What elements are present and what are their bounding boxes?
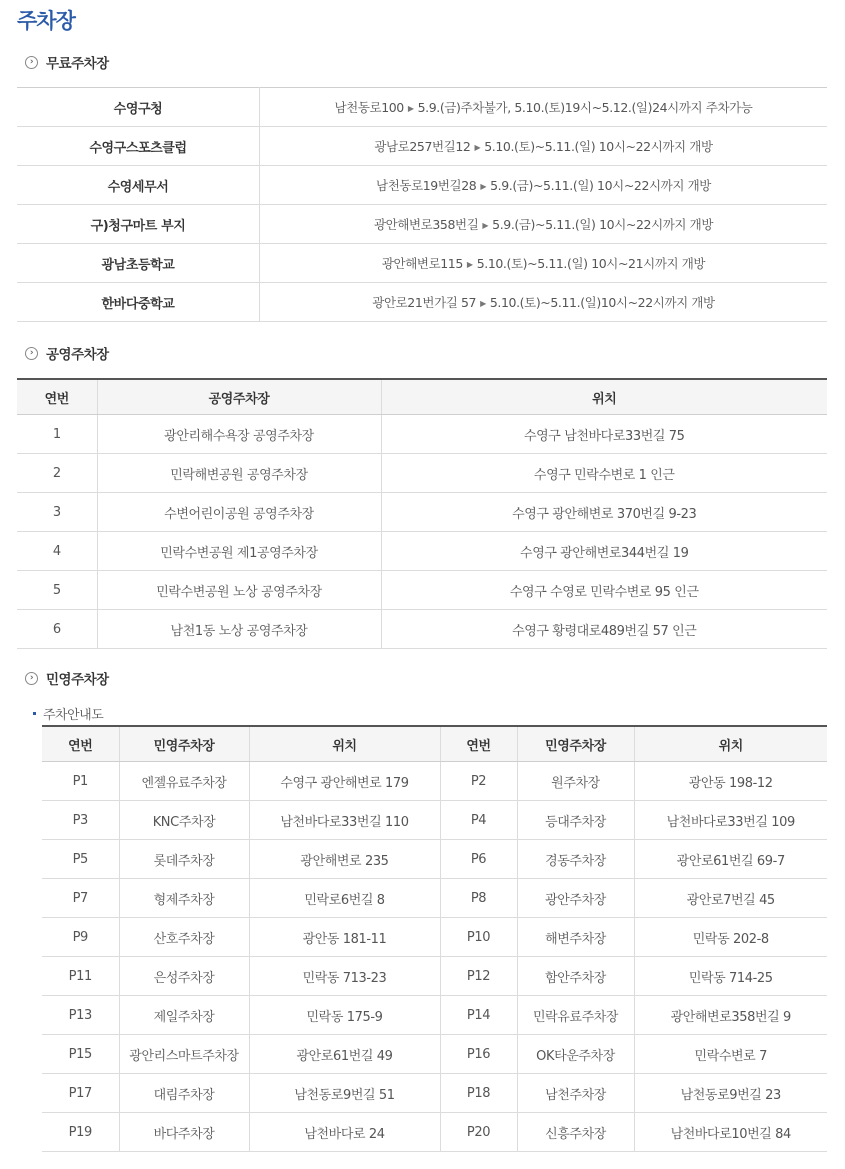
lot-description [260, 88, 828, 127]
lot-name: 민락수변공원 제1공영주차장 [97, 532, 381, 571]
row-number: 4 [17, 532, 97, 571]
lot-name: 광안주차장 [517, 879, 634, 918]
lot-name: 등대주차장 [517, 801, 634, 840]
lot-name: 엔젤유료주차장 [119, 762, 249, 801]
lot-period: 5.10.(토)~5.11.(일) 10시~21시까지 개방 [476, 256, 706, 271]
section-title: 민영주차장 [46, 672, 109, 688]
lot-location: 남천바다로10번길 84 [634, 1113, 827, 1152]
column-header: 연번 [42, 726, 119, 762]
column-header: 민영주차장 [119, 726, 249, 762]
bullet-icon [33, 712, 36, 715]
lot-name: 수변어린이공원 공영주차장 [97, 493, 381, 532]
lot-name: 제일주차장 [119, 996, 249, 1035]
lot-location: 수영구 광안해변로 179 [249, 762, 440, 801]
table-row [17, 454, 827, 493]
lot-code: P5 [42, 840, 119, 879]
section-heading-private [25, 668, 109, 688]
lot-code: P13 [42, 996, 119, 1035]
lot-description [260, 283, 828, 322]
lot-period: 5.10.(토)~5.11.(일)10시~22시까지 개방 [489, 295, 715, 310]
column-header: 공영주차장 [97, 379, 381, 415]
lot-period: 5.9.(금)주차불가, 5.10.(토)19시~5.12.(일)24시까지 주차가능 [417, 100, 753, 115]
table-row [17, 610, 827, 649]
row-number: 5 [17, 571, 97, 610]
public-parking-table [17, 378, 827, 649]
lot-address: 광안해변로115 [381, 256, 463, 271]
lot-name: 민락해변공원 공영주차장 [97, 454, 381, 493]
lot-name: 광남초등학교 [17, 244, 260, 283]
table-row [42, 1113, 827, 1152]
page-title: 주차장 [17, 9, 75, 33]
section-title: 무료주차장 [46, 56, 109, 72]
lot-location: 광안동 181-11 [249, 918, 440, 957]
triangle-right-icon: ▶ [407, 104, 414, 113]
lot-name: 원주차장 [517, 762, 634, 801]
lot-address: 광남로257번길12 [374, 139, 471, 154]
lot-location: 민락동 713-23 [249, 957, 440, 996]
lot-location: 남천바다로33번길 110 [249, 801, 440, 840]
table-row [17, 127, 827, 166]
table-row [17, 283, 827, 322]
lot-location: 수영구 광안해변로 370번길 9-23 [381, 493, 827, 532]
table-row [42, 1035, 827, 1074]
lot-code: P3 [42, 801, 119, 840]
lot-code: P10 [440, 918, 517, 957]
lot-location: 광안동 198-12 [634, 762, 827, 801]
lot-code: P11 [42, 957, 119, 996]
table-row [17, 532, 827, 571]
section-title: 공영주차장 [46, 347, 109, 363]
row-number: 1 [17, 415, 97, 454]
lot-location: 광안해변로 235 [249, 840, 440, 879]
lot-code: P4 [440, 801, 517, 840]
table-row [17, 205, 827, 244]
lot-address: 광안로21번가길 57 [372, 295, 477, 310]
lot-description [260, 205, 828, 244]
lot-location: 광안로61번길 69-7 [634, 840, 827, 879]
lot-location: 광안로61번길 49 [249, 1035, 440, 1074]
section-heading-public [25, 343, 109, 363]
lot-name: 수영구청 [17, 88, 260, 127]
lot-name: 함안주차장 [517, 957, 634, 996]
lot-name: 광안리해수욕장 공영주차장 [97, 415, 381, 454]
chevron-right-icon: › [25, 672, 38, 685]
lot-code: P17 [42, 1074, 119, 1113]
chevron-right-icon: › [25, 56, 38, 69]
lot-name: 남천1동 노상 공영주차장 [97, 610, 381, 649]
lot-name: KNC주차장 [119, 801, 249, 840]
free-parking-table [17, 87, 827, 322]
column-header: 연번 [440, 726, 517, 762]
row-number: 2 [17, 454, 97, 493]
lot-code: P14 [440, 996, 517, 1035]
lot-location: 민락동 202-8 [634, 918, 827, 957]
lot-code: P15 [42, 1035, 119, 1074]
lot-name: 남천주차장 [517, 1074, 634, 1113]
table-row [42, 801, 827, 840]
table-row [17, 88, 827, 127]
lot-location: 광안로7번길 45 [634, 879, 827, 918]
lot-name: OK타운주차장 [517, 1035, 634, 1074]
lot-code: P19 [42, 1113, 119, 1152]
lot-name: 대림주차장 [119, 1074, 249, 1113]
table-row [42, 996, 827, 1035]
lot-code: P12 [440, 957, 517, 996]
lot-name: 경동주차장 [517, 840, 634, 879]
lot-address: 남천동로19번길28 [376, 178, 477, 193]
lot-name: 형제주차장 [119, 879, 249, 918]
lot-name: 광안리스마트주차장 [119, 1035, 249, 1074]
lot-location: 남천바다로33번길 109 [634, 801, 827, 840]
triangle-right-icon: ▶ [480, 299, 486, 308]
triangle-right-icon: ▶ [474, 143, 481, 152]
lot-description [260, 127, 828, 166]
row-number: 3 [17, 493, 97, 532]
lot-name: 신흥주차장 [517, 1113, 634, 1152]
lot-location: 수영구 민락수변로 1 인근 [381, 454, 827, 493]
lot-name: 해변주차장 [517, 918, 634, 957]
lot-location: 수영구 황령대로489번길 57 인근 [381, 610, 827, 649]
table-row [42, 957, 827, 996]
lot-code: P16 [440, 1035, 517, 1074]
lot-code: P8 [440, 879, 517, 918]
table-row [17, 571, 827, 610]
lot-name: 산호주차장 [119, 918, 249, 957]
lot-location: 수영구 남천바다로33번길 75 [381, 415, 827, 454]
lot-period: 5.9.(금)~5.11.(일) 10시~22시까지 개방 [492, 217, 714, 232]
subheading-label: 주차안내도 [43, 708, 104, 723]
triangle-right-icon: ▶ [480, 182, 487, 191]
lot-code: P1 [42, 762, 119, 801]
lot-address: 남천동로100 [334, 100, 404, 115]
lot-name: 은성주차장 [119, 957, 249, 996]
table-row [42, 918, 827, 957]
table-row [17, 415, 827, 454]
table-row [42, 840, 827, 879]
column-header: 연번 [17, 379, 97, 415]
lot-location: 남천동로9번길 23 [634, 1074, 827, 1113]
lot-location: 수영구 광안해변로344번길 19 [381, 532, 827, 571]
lot-location: 광안해변로358번길 9 [634, 996, 827, 1035]
lot-location: 남천바다로 24 [249, 1113, 440, 1152]
lot-location: 수영구 수영로 민락수변로 95 인근 [381, 571, 827, 610]
column-header: 위치 [634, 726, 827, 762]
column-header: 위치 [381, 379, 827, 415]
column-header: 위치 [249, 726, 440, 762]
row-number: 6 [17, 610, 97, 649]
table-row [17, 166, 827, 205]
lot-name: 민락유료주차장 [517, 996, 634, 1035]
private-parking-table [42, 725, 827, 1152]
table-row [42, 879, 827, 918]
triangle-right-icon: ▶ [466, 260, 473, 269]
lot-code: P7 [42, 879, 119, 918]
lot-address: 광안해변로358번길 [373, 217, 479, 232]
lot-location: 남천동로9번길 51 [249, 1074, 440, 1113]
parking-guide-subheading [33, 704, 103, 723]
lot-description [260, 244, 828, 283]
lot-code: P9 [42, 918, 119, 957]
lot-description [260, 166, 828, 205]
lot-location: 민락동 175-9 [249, 996, 440, 1035]
lot-name: 민락수변공원 노상 공영주차장 [97, 571, 381, 610]
table-row [42, 1074, 827, 1113]
lot-period: 5.9.(금)~5.11.(일) 10시~22시까지 개방 [490, 178, 711, 193]
table-row [42, 762, 827, 801]
lot-name: 수영구스포츠클럽 [17, 127, 260, 166]
lot-location: 민락로6번길 8 [249, 879, 440, 918]
lot-code: P6 [440, 840, 517, 879]
triangle-right-icon: ▶ [482, 221, 489, 230]
lot-code: P2 [440, 762, 517, 801]
chevron-right-icon: › [25, 347, 38, 360]
lot-name: 구)청구마트 부지 [17, 205, 260, 244]
lot-code: P20 [440, 1113, 517, 1152]
lot-location: 민락수변로 7 [634, 1035, 827, 1074]
lot-period: 5.10.(토)~5.11.(일) 10시~22시까지 개방 [484, 139, 713, 154]
table-row [17, 493, 827, 532]
lot-location: 민락동 714-25 [634, 957, 827, 996]
lot-code: P18 [440, 1074, 517, 1113]
lot-name: 바다주차장 [119, 1113, 249, 1152]
table-row [17, 244, 827, 283]
lot-name: 한바다중학교 [17, 283, 260, 322]
column-header: 민영주차장 [517, 726, 634, 762]
section-heading-free [25, 52, 109, 72]
lot-name: 수영세무서 [17, 166, 260, 205]
lot-name: 롯데주차장 [119, 840, 249, 879]
